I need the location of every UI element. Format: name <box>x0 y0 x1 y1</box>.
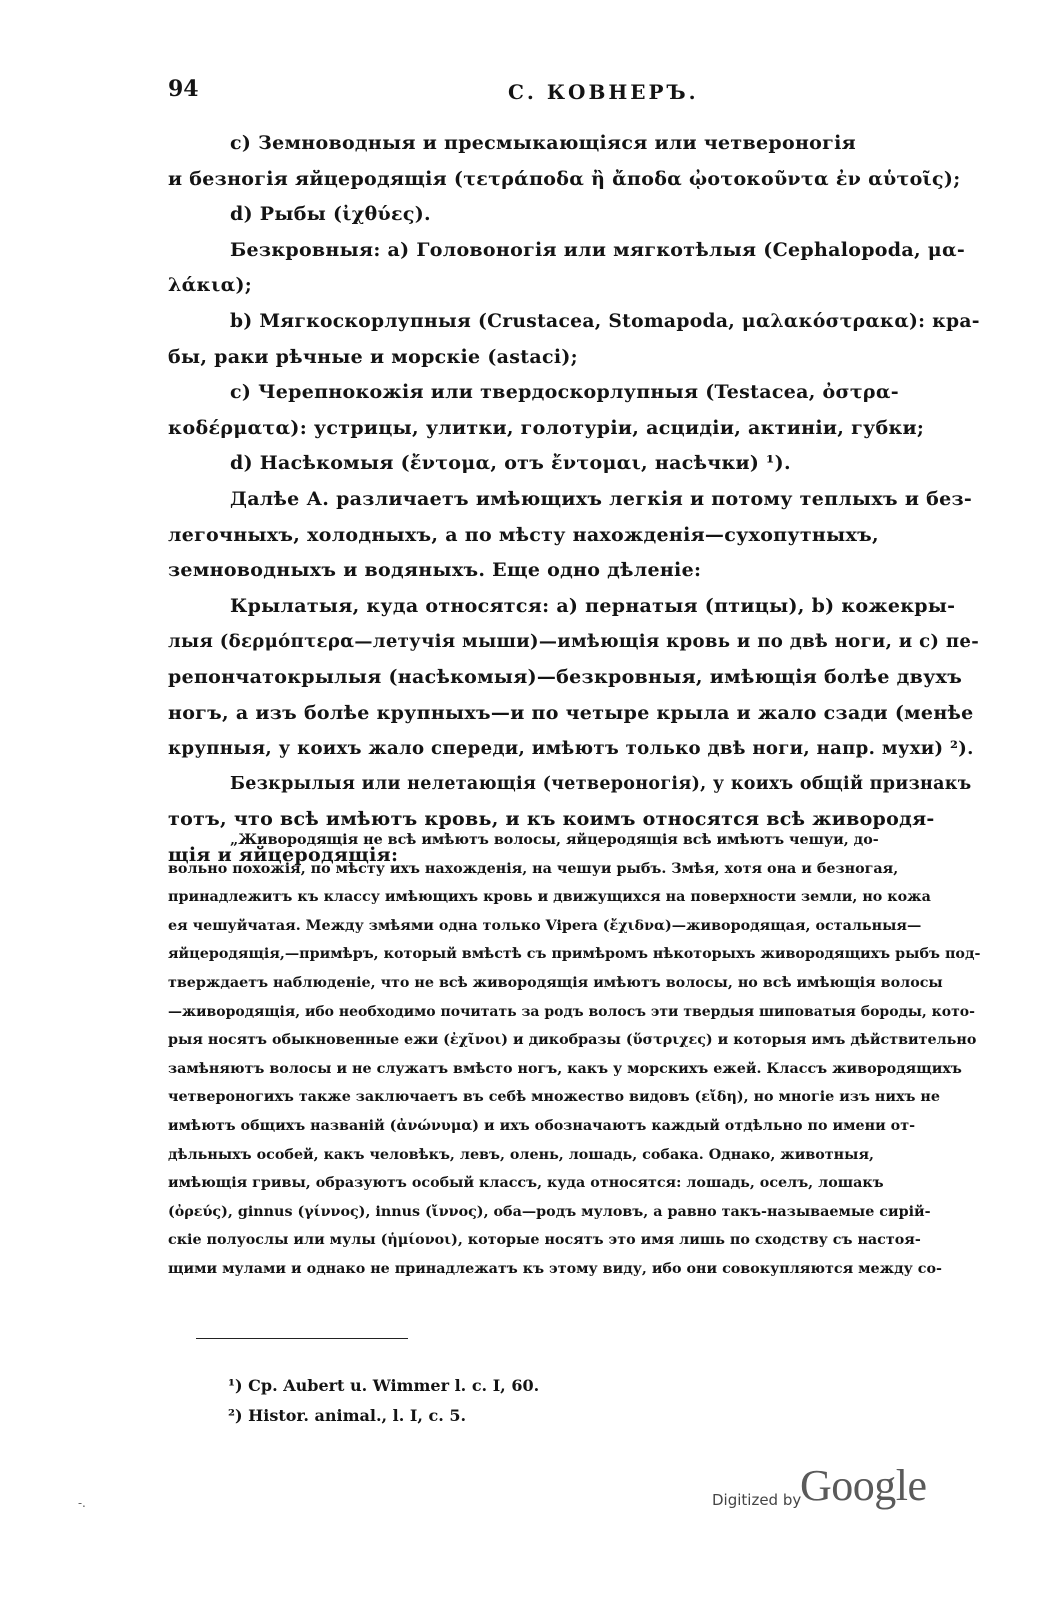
text-line: λάκια); <box>168 274 253 297</box>
footnote-separator <box>196 1338 408 1339</box>
text-line: легочныхъ, холодныхъ, а по мѣсту нахожденія—сухопутныхъ, <box>168 523 879 546</box>
text-line: яйцеродящія,—примѣръ, который вмѣстѣ съ примѣромъ нѣкоторыхъ живородящихъ рыбъ под- <box>168 946 980 963</box>
text-line: имѣющія гривы, образуютъ особый классъ, куда относятся: лошадь, оселъ, лошакъ <box>168 1175 884 1192</box>
text-line: рыя носятъ обыкновенные ежи (ἐχῖνοι) и дикобразы (ὕστριχες) и которыя имъ дѣйствительно <box>168 1032 977 1049</box>
text-line: d) Рыбы (ἰχθύες). <box>230 203 431 226</box>
text-line: тотъ, что всѣ имѣютъ кровь, и къ коимъ относятся всѣ живородя- <box>168 808 935 831</box>
stray-mark: -. <box>78 1496 86 1510</box>
text-line: принадлежитъ къ классу имѣющихъ кровь и движущихся на поверхности земли, но кожа <box>168 889 931 906</box>
text-line: щими мулами и однако не принадлежатъ къ этому виду, ибо они совокупляются между со- <box>168 1260 942 1277</box>
text-line: вольно похожія, по мѣсту ихъ нахожденія, на чешуи рыбъ. Змѣя, хотя она и безногая, <box>168 860 899 877</box>
text-line: c) Черепнокожія или твердоскорлупныя (Testacea, ὀστρα- <box>230 381 899 404</box>
text-line: лыя (δερμόπτερα—летучія мыши)—имѣющія кровь и по двѣ ноги, и c) пе- <box>168 631 980 653</box>
text-line: b) Мягкоскорлупныя (Crustacea, Stomapoda, μαλακόστρακα): кра- <box>230 309 980 332</box>
footnote-2: ²) Histor. animal., l. I, c. 5. <box>228 1406 467 1425</box>
text-line: репончатокрылыя (насѣкомыя)—безкровныя, имѣющія болѣе двухъ <box>168 665 963 688</box>
text-line: Крылатыя, куда относятся: a) пернатыя (птицы), b) кожекры- <box>230 594 956 617</box>
text-line: c) Земноводныя и пресмыкающіяся или четвероногія <box>230 132 856 154</box>
text-line: земноводныхъ и водяныхъ. Еще одно дѣленіе: <box>168 559 702 582</box>
text-line: замѣняютъ волосы и не служатъ вмѣсто ногъ, какъ у морскихъ ежей. Классъ живородящихъ <box>168 1060 962 1077</box>
text-line: щія и яйцеродящія: <box>168 843 399 866</box>
text-line: ногъ, а изъ болѣе крупныхъ—и по четыре крыла и жало сзади (менѣе <box>168 701 974 724</box>
text-line: и безногія яйцеродящія (τετράποδα ἢ ἄποδα ᾠοτοκοῦντα ἐν αὑτοῖς); <box>168 167 961 190</box>
page-number: 94 <box>168 76 199 102</box>
text-line: четвероногихъ также заключаетъ въ себѣ множество видовъ (εἴδη), но многіе изъ нихъ не <box>168 1089 940 1106</box>
text-line: бы, раки рѣчные и морскіе (astaci); <box>168 345 578 368</box>
text-line: скіе полуослы или мулы (ἡμίονοι), которые носятъ это имя лишь по сходству съ настоя- <box>168 1232 921 1249</box>
text-line: κοδέρματα): устрицы, улитки, голотуріи, асцидіи, актиніи, губки; <box>168 416 925 439</box>
text-line: „Живородящія не всѣ имѣютъ волосы, яйцеродящія всѣ имѣютъ чешуи, до- <box>230 832 879 848</box>
text-line: —живородящія, ибо необходимо почитать за родъ волосъ эти твердыя шиповатыя бороды, кото- <box>168 1003 975 1020</box>
digitized-watermark <box>712 1460 932 1520</box>
text-line: Безкрылыя или нелетающія (четвероногія), у коихъ общій признакъ <box>230 773 972 794</box>
text-line: дѣльныхъ особей, какъ человѣкъ, левъ, олень, лошадь, собака. Однако, животныя, <box>168 1146 874 1163</box>
google-logo: Google <box>800 1461 927 1510</box>
watermark-prefix: Digitized by <box>712 1491 802 1509</box>
main-text <box>168 126 980 873</box>
text-line: имѣютъ общихъ названій (ἀνώνυμα) и ихъ обозначаютъ каждый отдѣльно по имени от- <box>168 1117 916 1134</box>
footnote-1: ¹) Ср. Aubert u. Wimmer l. c. I, 60. <box>228 1376 540 1395</box>
quoted-passage <box>168 826 980 1284</box>
text-line: тверждаетъ наблюденіе, что не всѣ живородящія имѣютъ волосы, но всѣ имѣющія волосы <box>168 974 943 991</box>
text-line: крупныя, у коихъ жало спереди, имѣютъ только двѣ ноги, напр. мухи) ²). <box>168 738 974 760</box>
running-head: С. КОВНЕРЪ. <box>508 80 699 104</box>
text-line: (ὀρεύς), ginnus (γίννος), innus (ἴννος), оба—родъ муловъ, а равно такъ-называемые сирій- <box>168 1203 931 1220</box>
text-line: Далѣе А. различаетъ имѣющихъ легкія и потому теплыхъ и без- <box>230 487 973 510</box>
text-line: d) Насѣкомыя (ἔντομα, отъ ἔντομαι, насѣчки) ¹). <box>230 452 791 475</box>
text-line: Безкровныя: a) Головоногія или мягкотѣлыя (Cephalopoda, μα- <box>230 238 966 261</box>
text-line: ея чешуйчатая. Между змѣями одна только Vipera (ἔχιδνα)—живородящая, остальныя— <box>168 917 922 934</box>
